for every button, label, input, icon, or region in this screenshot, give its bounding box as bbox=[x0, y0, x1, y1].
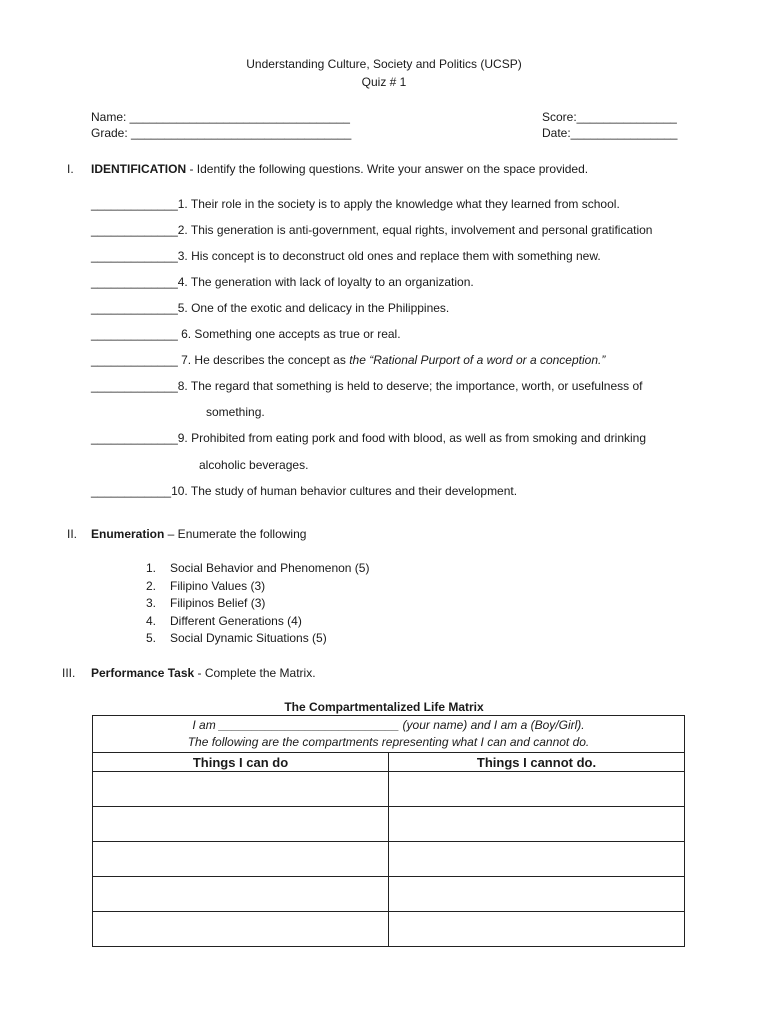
matrix-cell-can-do[interactable] bbox=[93, 877, 389, 912]
matrix-cell-can-do[interactable] bbox=[93, 842, 389, 877]
enumeration-item: 4. Different Generations (4) bbox=[146, 614, 302, 628]
identification-item-7-quote: the “Rational Purport of a word or a conception.” bbox=[349, 353, 606, 367]
quiz-title: Understanding Culture, Society and Politics (UCSP) bbox=[246, 57, 522, 71]
identification-item-6[interactable]: _____________ 6. Something one accepts as true or real. bbox=[91, 327, 401, 341]
identification-item-1[interactable]: _____________1. Their role in the society is to apply the knowledge what they learned from school. bbox=[91, 197, 620, 211]
section-2-heading: Enumeration bbox=[91, 527, 165, 541]
identification-item-7-text: _____________ 7. He describes the concept as bbox=[91, 353, 350, 367]
identification-item-10[interactable]: ____________10. The study of human behavior cultures and their development. bbox=[91, 484, 518, 498]
matrix-intro-line-2: The following are the compartments representing what I can and cannot do. bbox=[187, 735, 590, 749]
matrix-cell-can-do[interactable] bbox=[93, 807, 389, 842]
matrix-cell-can-do[interactable] bbox=[93, 912, 389, 947]
section-2-instruction: – Enumerate the following bbox=[164, 527, 307, 541]
identification-item-7[interactable] bbox=[91, 353, 605, 367]
life-matrix-table bbox=[92, 715, 685, 947]
date-field[interactable]: Date:________________ bbox=[542, 126, 678, 140]
matrix-cell-cannot-do[interactable] bbox=[389, 877, 685, 912]
identification-item-2[interactable]: _____________2. This generation is anti-government, equal rights, involvement and personal gratification bbox=[91, 223, 653, 237]
section-2-numeral: II. bbox=[67, 527, 78, 541]
section-3-numeral: III. bbox=[62, 666, 76, 680]
matrix-header-row bbox=[93, 753, 685, 772]
section-2-header bbox=[91, 527, 306, 541]
quiz-number: Quiz # 1 bbox=[361, 75, 407, 89]
matrix-col-cannot-do: Things I cannot do. bbox=[389, 753, 685, 772]
identification-item-4[interactable]: _____________4. The generation with lack of loyalty to an organization. bbox=[91, 275, 474, 289]
matrix-cell-cannot-do[interactable] bbox=[389, 912, 685, 947]
identification-item-9-continuation: alcoholic beverages. bbox=[199, 458, 309, 472]
matrix-cell-cannot-do[interactable] bbox=[389, 807, 685, 842]
section-3-heading: Performance Task bbox=[91, 666, 195, 680]
name-field[interactable]: Name: _________________________________ bbox=[91, 110, 350, 124]
score-field[interactable]: Score:_______________ bbox=[542, 110, 677, 124]
matrix-row bbox=[93, 842, 685, 877]
matrix-row bbox=[93, 807, 685, 842]
enumeration-item: 1. Social Behavior and Phenomenon (5) bbox=[146, 561, 370, 575]
enumeration-item: 2. Filipino Values (3) bbox=[146, 579, 266, 593]
matrix-col-can-do: Things I can do bbox=[93, 753, 389, 772]
matrix-cell-can-do[interactable] bbox=[93, 772, 389, 807]
identification-item-8-continuation: something. bbox=[206, 405, 265, 419]
matrix-title: The Compartmentalized Life Matrix bbox=[284, 700, 484, 714]
section-1-instruction: - Identify the following questions. Write your answer on the space provided. bbox=[186, 162, 589, 176]
section-1-heading: IDENTIFICATION bbox=[91, 162, 187, 176]
matrix-intro-cell[interactable] bbox=[93, 716, 685, 753]
identification-item-3[interactable]: _____________3. His concept is to deconstruct old ones and replace them with something new. bbox=[91, 249, 601, 263]
section-1-header bbox=[91, 162, 588, 176]
section-1-numeral: I. bbox=[67, 162, 74, 176]
identification-item-8[interactable]: _____________8. The regard that something is held to deserve; the importance, worth, or usefulness of bbox=[91, 379, 643, 393]
section-3-header bbox=[91, 666, 316, 680]
identification-item-9[interactable]: _____________9. Prohibited from eating pork and food with blood, as well as from smoking and drinking bbox=[91, 431, 647, 445]
matrix-intro-line-1: I am ___________________________ (your name) and I am a (Boy/Girl). bbox=[192, 718, 585, 732]
matrix-row bbox=[93, 912, 685, 947]
identification-item-5[interactable]: _____________5. One of the exotic and delicacy in the Philippines. bbox=[91, 301, 450, 315]
matrix-row bbox=[93, 772, 685, 807]
matrix-cell-cannot-do[interactable] bbox=[389, 772, 685, 807]
matrix-cell-cannot-do[interactable] bbox=[389, 842, 685, 877]
enumeration-item: 3. Filipinos Belief (3) bbox=[146, 596, 266, 610]
grade-field[interactable]: Grade: _________________________________ bbox=[91, 126, 352, 140]
enumeration-item: 5. Social Dynamic Situations (5) bbox=[146, 631, 327, 645]
matrix-row bbox=[93, 877, 685, 912]
matrix-intro-row bbox=[93, 716, 685, 753]
section-3-instruction: - Complete the Matrix. bbox=[194, 666, 316, 680]
